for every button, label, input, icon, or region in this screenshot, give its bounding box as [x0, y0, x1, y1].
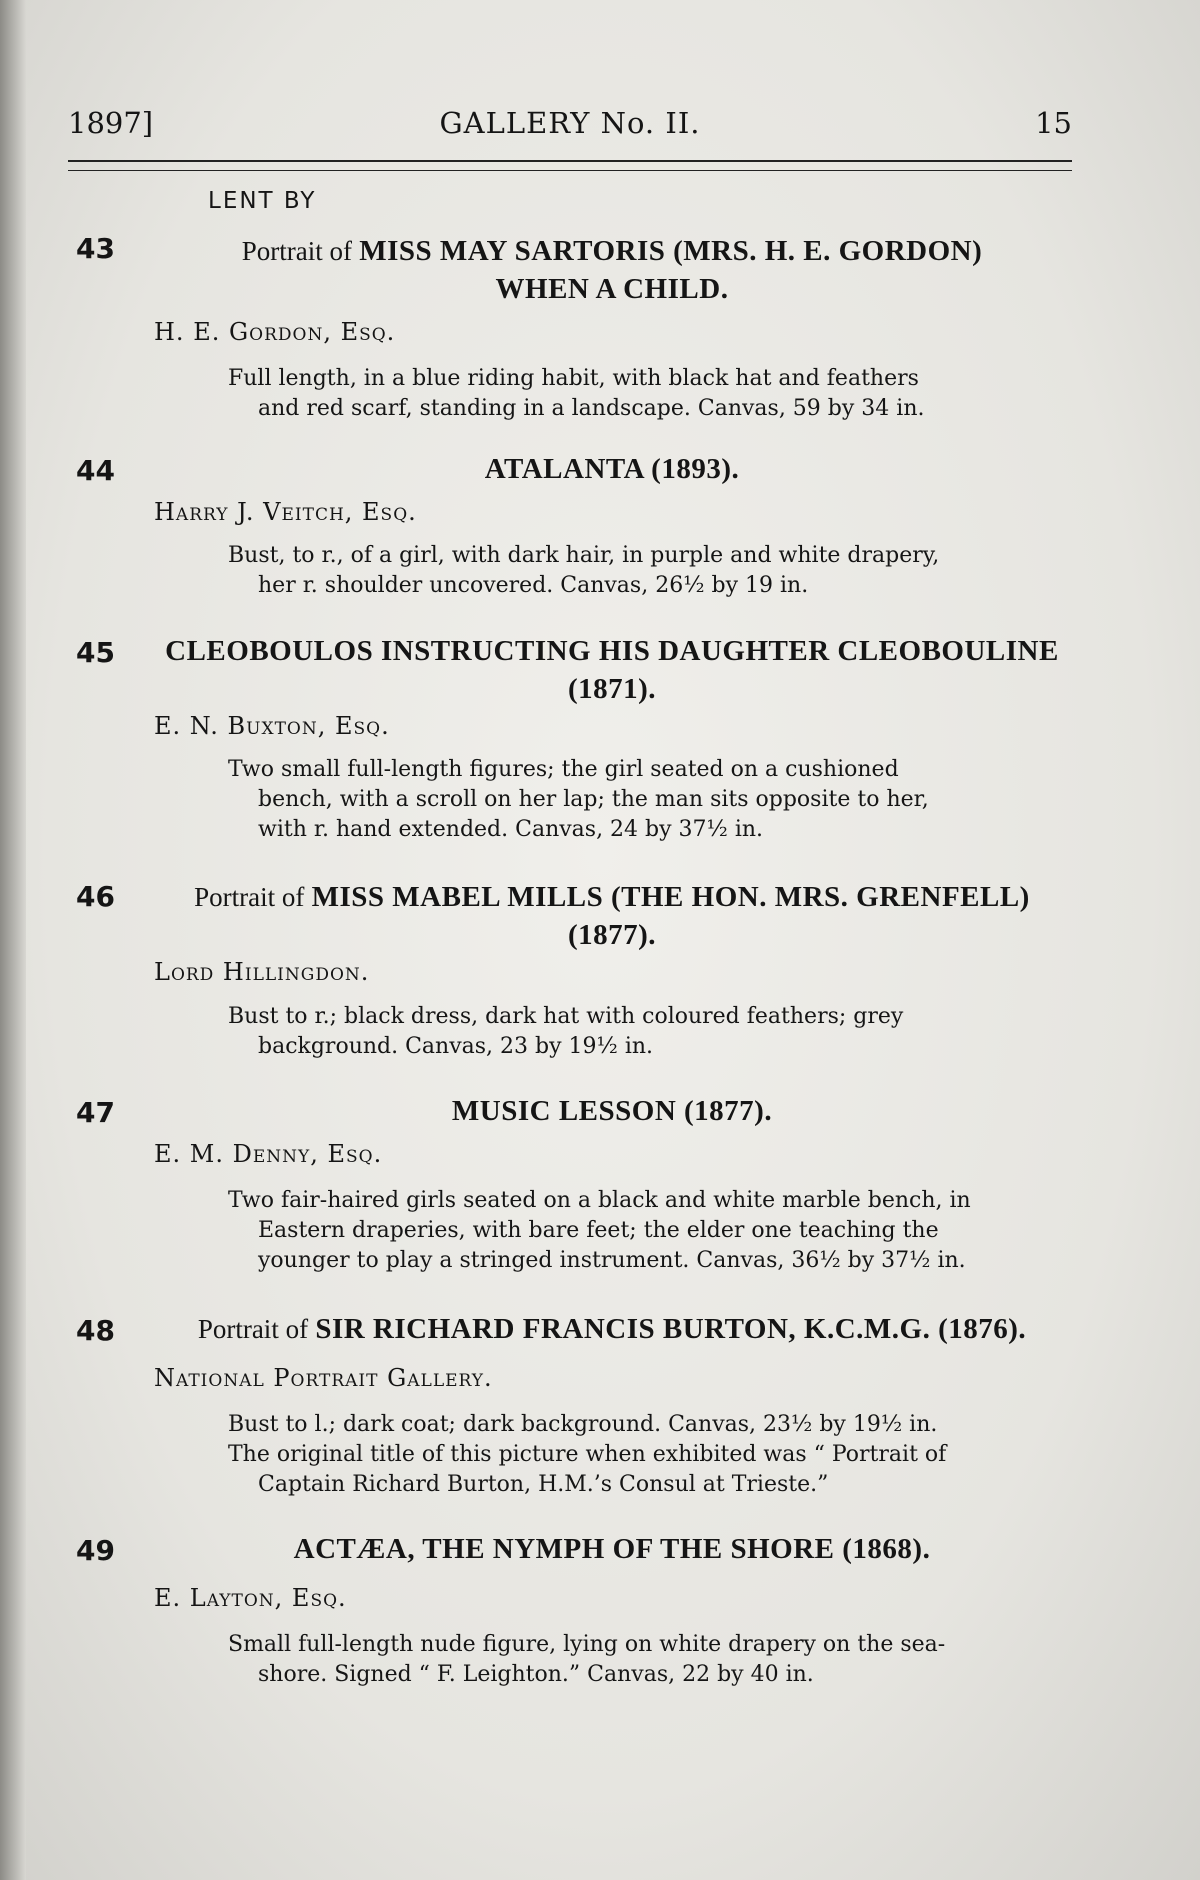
description-line: shore. Signed “ F. Leighton.” Canvas, 22 by 40 in. — [258, 1662, 814, 1687]
header-double-rule — [68, 160, 1072, 171]
book-gutter-shadow — [0, 0, 26, 1880]
description — [228, 1186, 1072, 1276]
entry-number: 48 — [76, 1314, 115, 1347]
description — [228, 755, 1072, 845]
description-line: Bust, to r., of a girl, with dark hair, in purple and white drapery, — [228, 543, 940, 568]
entry-title — [152, 632, 1072, 708]
title-prefix: Portrait of — [194, 882, 305, 912]
title-line: (1871). — [567, 673, 657, 705]
entry-title — [152, 1310, 1072, 1348]
description — [228, 1630, 1072, 1690]
description-line: Small full-length nude figure, lying on white drapery on the sea- — [228, 1632, 946, 1657]
description — [228, 1410, 1072, 1500]
description — [228, 541, 1072, 601]
description-line: Captain Richard Burton, H.M.’s Consul at Trieste.” — [258, 1472, 829, 1497]
title-prefix: Portrait of — [197, 1314, 309, 1344]
entry-title — [152, 450, 1072, 488]
lender: E. N. Buxton, Esq. — [154, 712, 390, 740]
entry-title — [152, 1092, 1072, 1130]
description-line: with r. hand extended. Canvas, 24 by 37½ in. — [258, 817, 764, 842]
entry-title — [152, 878, 1072, 954]
entry-title — [152, 1530, 1072, 1568]
description — [228, 1002, 1072, 1062]
entry-number: 47 — [76, 1096, 115, 1129]
description-line: Eastern draperies, with bare feet; the elder one teaching the — [258, 1218, 939, 1243]
title-line: CLEOBOULOS INSTRUCTING HIS DAUGHTER CLEOBOULINE — [165, 635, 1059, 667]
title-line: MISS MAY SARTORIS (MRS. H. E. GORDON) — [359, 235, 983, 267]
entry-number: 46 — [76, 880, 115, 913]
header-year: 1897] — [68, 106, 154, 140]
lender: Lord Hillingdon. — [154, 958, 370, 986]
title-line: SIR RICHARD FRANCIS BURTON, K.C.M.G. (1876). — [315, 1313, 1027, 1345]
title-line: WHEN A CHILD. — [495, 273, 729, 305]
description-line: Bust to l.; dark coat; dark background. Canvas, 23½ by 19½ in. — [228, 1412, 938, 1437]
description-line: Two small full-length figures; the girl seated on a cushioned — [228, 757, 899, 782]
lender: Harry J. Veitch, Esq. — [154, 498, 417, 526]
lender: E. M. Denny, Esq. — [154, 1140, 383, 1168]
entry-number: 43 — [76, 232, 115, 265]
title-line: ATALANTA (1893). — [484, 453, 740, 485]
entry-title — [152, 232, 1072, 308]
title-line: MUSIC LESSON (1877). — [451, 1095, 773, 1127]
description-line: background. Canvas, 23 by 19½ in. — [258, 1034, 654, 1059]
lent-by-label: LENT BY — [208, 188, 317, 214]
description-line: Bust to r.; black dress, dark hat with coloured feathers; grey — [228, 1004, 904, 1029]
description-line: her r. shoulder uncovered. Canvas, 26½ by 19 in. — [258, 573, 809, 598]
description-line: bench, with a scroll on her lap; the man sits opposite to her, — [258, 787, 929, 812]
description-line: and red scarf, standing in a landscape. Canvas, 59 by 34 in. — [258, 396, 925, 421]
lender: E. Layton, Esq. — [154, 1584, 347, 1612]
page-number: 15 — [1035, 106, 1072, 140]
title-line: ACTÆA, THE NYMPH OF THE SHORE (1868). — [293, 1533, 931, 1565]
description-line: younger to play a stringed instrument. Canvas, 36½ by 37½ in. — [258, 1248, 966, 1273]
entry-number: 44 — [76, 454, 115, 487]
description-line: Two fair-haired girls seated on a black and white marble bench, in — [228, 1188, 971, 1213]
title-line: (1877). — [567, 919, 657, 951]
entry-number: 45 — [76, 636, 115, 669]
description — [228, 364, 1072, 424]
description-line: The original title of this picture when exhibited was “ Portrait of — [228, 1442, 947, 1467]
title-prefix: Portrait of — [241, 236, 352, 266]
entry-number: 49 — [76, 1534, 115, 1567]
header-title: GALLERY No. II. — [439, 106, 701, 140]
running-head — [68, 106, 1072, 150]
title-line: MISS MABEL MILLS (THE HON. MRS. GRENFELL) — [311, 881, 1030, 913]
description-line: Full length, in a blue riding habit, with black hat and feathers — [228, 366, 919, 391]
lender: H. E. Gordon, Esq. — [154, 318, 396, 346]
lender: National Portrait Gallery. — [154, 1364, 493, 1392]
